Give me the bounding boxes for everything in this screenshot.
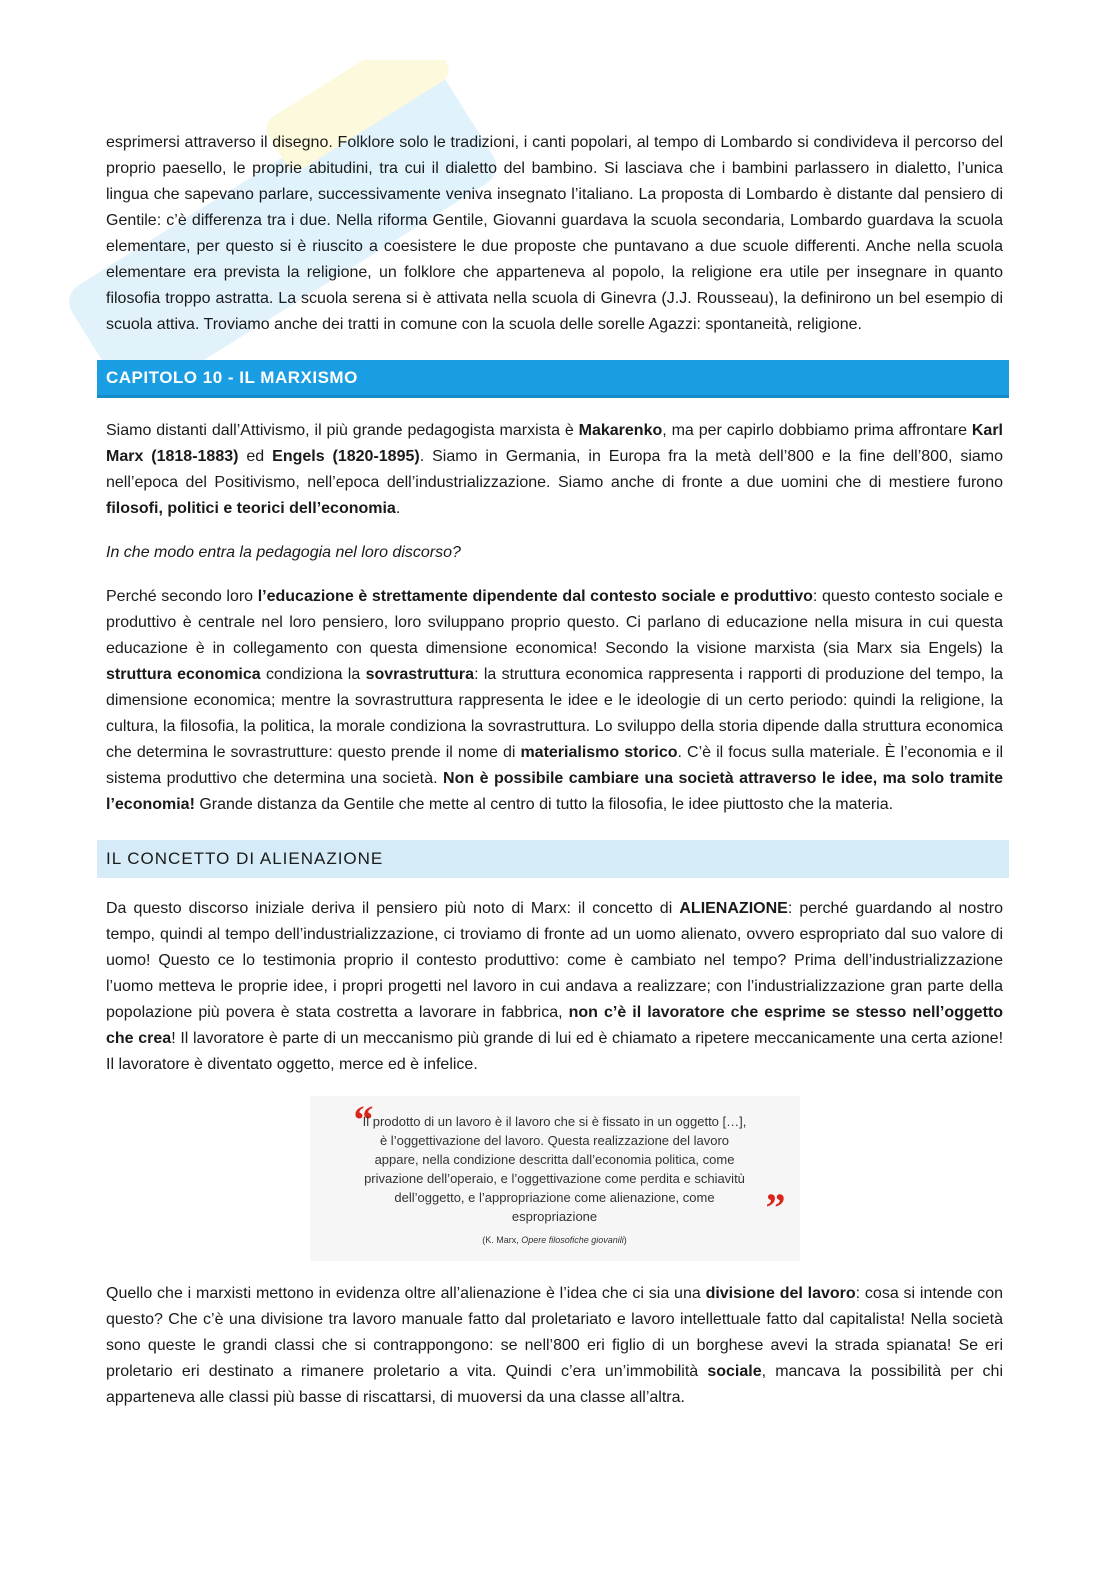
alienazione-section [106, 896, 1003, 1411]
intro-paragraph: esprimersi attraverso il disegno. Folklore solo le tradizioni, i canti popolari, al tempo di Lombardo si condivideva il percorso del proprio paesello, le proprie abitudini, tra cui il dialetto del bambino. Si lasciava che i bambini parlassero in dialetto, l’unica lingua che sapevano parlare, successivamente veniva insegnato l’italiano. La proposta di Lombardo è distante dal pensiero di Gentile: c’è differenza tra i due. Nella riforma Gentile, Giovanni guardava la scuola secondaria, Lombardo guardava la scuola elementare, per questo si è riuscito a coesistere le due proposte che puntavano a due scuole differenti. Anche nella scuola elementare era prevista la religione, un folklore che apparteneva al popolo, la religione era utile per insegnare in quanto filosofia troppo astratta. La scuola serena si è attivata nella scuola di Ginevra (J.J. Rousseau), la definirono un bel esempio di scuola attiva. Troviamo anche dei tratti in comune con la scuola delle sorelle Agazzi: spontaneità, religione. [106, 134, 1003, 333]
marx-quote-image [310, 1096, 800, 1261]
quote-source-end: ) [623, 1235, 627, 1245]
text-run: Perché secondo loro [106, 588, 258, 605]
alienazione-paragraph-2 [106, 1281, 1003, 1411]
text-run: condiziona la [260, 666, 366, 683]
text-run: Da questo discorso iniziale deriva il pensiero più noto di Marx: il concetto di [106, 900, 680, 917]
text-run: : questo contesto sociale e produttivo è centrale nel loro pensiero, loro sviluppano proprio questo. Ci parlano di educazione nella misura in cui questa educazione è in collegamento con questa dimensione economica! Secondo la visione marxista (sia Marx sia Engels) la [106, 588, 1004, 657]
text-run: ed [238, 448, 273, 465]
text-run: . Siamo in Germania, in Europa fra la metà dell’800 e la fine dell’800, siamo nell’epoca del Positivismo, nell’epoca dell’industrializzazione. Siamo anche di fronte a due uomini che di mestiere furono [106, 448, 1004, 491]
quote-source [310, 1235, 800, 1245]
bold-run: filosofi, politici e teorici dell’economia [106, 500, 396, 517]
chapter-heading: CAPITOLO 10 - IL MARXISMO [97, 360, 1009, 398]
text-run: . C’è il focus sulla materiale. È l’economia e il sistema produttivo che determina una società. [106, 744, 1004, 787]
marxismo-section [106, 418, 1003, 818]
bold-run: Engels (1820-1895) [272, 448, 420, 465]
bold-run: l’educazione è strettamente dipendente dal contesto sociale e produttivo [257, 588, 813, 605]
marxismo-paragraph-1 [106, 418, 1003, 522]
quote-source-work: Opere filosofiche giovanili [521, 1235, 624, 1245]
text-run: : perché guardando al nostro tempo, quindi al tempo dell’industrializzazione, ci troviamo di fronte ad un uomo alienato, ovvero espropriato dal suo valore di uomo! Questo ce lo testimonia proprio il contesto produttivo: come è cambiato nel tempo? Prima dell’industrializzazione l’uomo metteva le proprie idee, i propri progetti nel lavoro in cui andava a realizzare; con l’industrializzazione gran parte della popolazione più povera è stata costretta a lavorare in fabbrica, [106, 900, 1003, 1021]
quote-source-author: (K. Marx, [482, 1235, 522, 1245]
text-run: , mancava la possibilità per chi apparteneva alle classi più basse di riscattarsi, di muoversi da una classe all’altra. [106, 1363, 1003, 1406]
bold-run: sovrastruttura [365, 666, 475, 683]
bold-run: Karl Marx (1818-1883) [106, 422, 1003, 465]
close-quote-mark: ” [765, 1185, 786, 1230]
bold-run: Non è possibile cambiare una società attraverso le idee, ma solo tramite l’economia! [106, 770, 1004, 813]
bold-run: Makarenko [578, 422, 663, 439]
text-run: Grande distanza da Gentile che mette al centro di tutto la filosofia, le idee piuttosto che la materia. [194, 796, 894, 813]
intro-section [106, 130, 1003, 338]
question-text: In che modo entra la pedagogia nel loro discorso? [106, 544, 461, 561]
marxismo-question [106, 540, 1003, 566]
text-run: Siamo distanti dall’Attivismo, il più grande pedagogista marxista è [106, 422, 579, 439]
text-run: , ma per capirlo dobbiamo prima affrontare [662, 422, 972, 439]
text-run: . [395, 500, 401, 517]
marxismo-paragraph-2 [106, 584, 1003, 818]
bold-run: materialismo storico [520, 744, 678, 761]
text-run: : cosa si intende con questo? Che c’è una divisione tra lavoro manuale fatto dal proletariato e lavoro intellettuale fatto dal capitalista! Nella società sono queste le grandi classi che si contrappongono: se nell’800 eri figlio di un borghese avevi la strada spianata! Se eri proletario eri destinato a rimanere proletario a vita. Quindi c’era un’immobilità [106, 1285, 1003, 1380]
alienazione-paragraph-1 [106, 896, 1003, 1078]
quote-text: Il prodotto di un lavoro è il lavoro che si è fissato in un oggetto […], è l’oggettivazione del lavoro. Questa realizzazione del lavoro appare, nella condizione descritta dall’economia politica, come privazione dell’operaio, e l’oggettivazione come perdita e schiavitù dell’oggetto, e l’appropriazione come alienazione, come espropriazione [362, 1114, 747, 1224]
sub-heading-alienazione: IL CONCETTO DI ALIENAZIONE [97, 840, 1009, 878]
bold-run: ALIENAZIONE [679, 900, 788, 917]
bold-run: non c’è il lavoratore che esprime se stesso nell’oggetto che crea [106, 1004, 1003, 1047]
open-quote-mark: “ [353, 1097, 374, 1142]
bold-run: divisione del lavoro [705, 1285, 856, 1302]
text-run: : la struttura economica rappresenta i rapporti di produzione del tempo, la dimensione economica; mentre la sovrastruttura rappresenta le idee e le ideologie di un certo periodo: quindi la religione, la cultura, la filosofia, la politica, la morale condiziona la sovrastruttura. Lo sviluppo della storia dipende dalla struttura economica che determina le sovrastrutture: questo prende il nome di [106, 666, 1003, 761]
document-page [106, 130, 1003, 1411]
text-run: ! Il lavoratore è parte di un meccanismo più grande di lui ed è chiamato a ripetere meccanicamente una certa azione! Il lavoratore è diventato oggetto, merce ed è infelice. [106, 1030, 1004, 1073]
text-run: Quello che i marxisti mettono in evidenza oltre all’alienazione è l’idea che ci sia una [106, 1285, 706, 1302]
bold-run: sociale [707, 1363, 762, 1380]
bold-run: struttura economica [106, 666, 261, 683]
